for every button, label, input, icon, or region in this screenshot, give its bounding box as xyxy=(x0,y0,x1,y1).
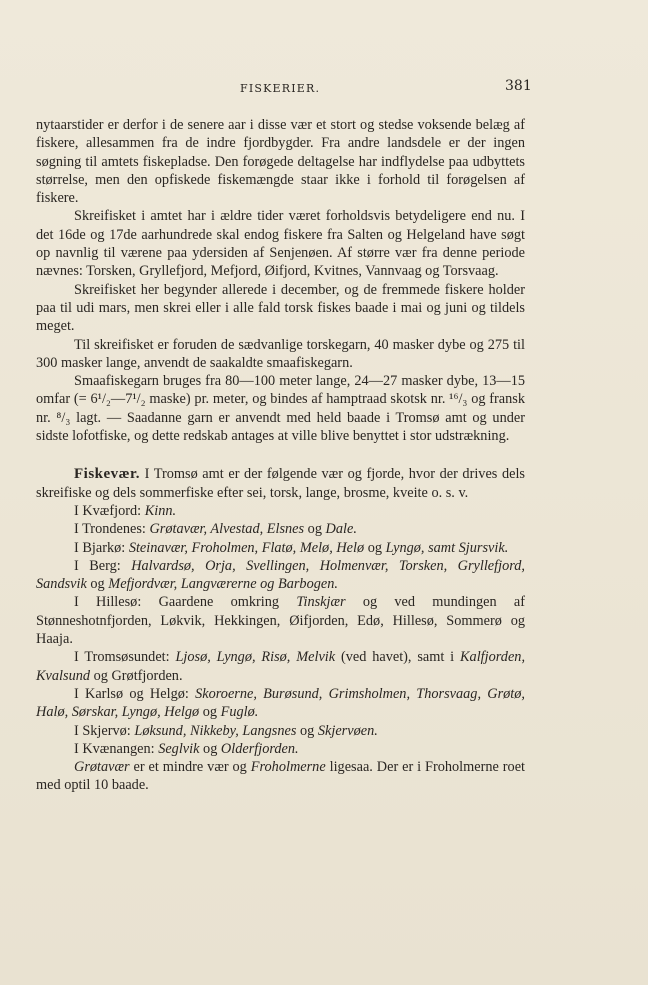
list-item: I Berg: Halvardsø, Orja, Svellingen, Holmenvær, Torsken, Gryllefjord, Sandsvik og Mefjordvær, Langværerne og Barbogen. xyxy=(36,557,526,593)
section-intro-text: I Tromsø amt er der følgende vær og fjorde, hvor der drives dels skreifiske og dels sommerfiske efter sei, torsk, lange, brosme, kveite o. s. v. xyxy=(36,466,525,501)
paragraph: Til skreifisket er foruden de sædvanlige torskegarn, 40 masker dybe og 275 til 300 masker lange, anvendt de saakaldte smaafiskegarn. xyxy=(36,336,525,371)
section-intro xyxy=(36,465,525,502)
list-item: I Tromsøsundet: Ljosø, Lyngø, Risø, Melvik (ved havet), samt i Kalfjorden, Kvalsund og Grøtfjorden. xyxy=(36,649,526,684)
list-item: I Kvæfjord: Kinn. xyxy=(74,502,177,519)
list-item: I Karlsø og Helgø: Skoroerne, Burøsund, Grimsholmen, Thorsvaag, Grøtø, Halø, Sørskar, Lyngø, Helgø og Fuglø. xyxy=(36,685,526,721)
paragraph: nytaarstider er derfor i de senere aar i disse vær et stort og stedse voksende belæg af fiskere, allesammen fra de indre fjordbygder. Fra andre landsdele er der ingen søgning til amtets fiskepladse. Den forøgede deltagelse har indflydelse paa udbyttets størrelse, men den opfiskede fiskemængde staar ikke i forhold til forøgelsen af fiskere. xyxy=(36,117,525,207)
running-title: FISKERIER. xyxy=(240,82,321,95)
page-header xyxy=(0,78,648,98)
list-item: I Bjarkø: Steinavær, Froholmen, Flatø, Melø, Helø og Lyngø, samt Sjursvik. xyxy=(74,539,509,556)
page-body xyxy=(36,116,525,795)
list-item: I Trondenes: Grøtavær, Alvestad, Elsnes og Dale. xyxy=(74,521,357,538)
paragraph: Smaafiskegarn bruges fra 80—100 meter lange, 24—27 masker dybe, 13—15 omfar (= 6¹/₂—7¹/₂ maske) pr. meter, og bindes af hamptraad skotsk nr. ¹⁶/₃ og fransk nr. ⁸/₃ lagt. — Saadanne garn er anvendt med held baade i Tromsø amt og under sidste lofotfiske, og dette redskab antages at ville blive benyttet i stor udstrækning. xyxy=(36,373,525,445)
closing-paragraph: Grøtavær er et mindre vær og Froholmerne ligesaa. Der er i Froholmerne roet med optil 10 baade. xyxy=(36,759,526,794)
list-item: I Hillesø: Gaardene omkring Tinskjær og ved mundingen af Stønneshotnfjorden, Løkvik, Hekkingen, Øifjorden, Edø, Hillesø, Sommerø og Haaja. xyxy=(36,594,525,648)
paragraph: Skreifisket her begynder allerede i december, og de fremmede fiskere holder paa til udi mars, men skrei eller i alle fald torsk fiskes baade i mai og juni og tildels meget. xyxy=(36,281,525,335)
section-heading: Fiskevær. xyxy=(74,466,141,483)
page-number: 381 xyxy=(505,78,532,94)
list-item: I Skjervø: Løksund, Nikkeby, Langsnes og Skjervøen. xyxy=(74,722,378,739)
list-item: I Kvænangen: Seglvik og Olderfjorden. xyxy=(74,740,299,757)
paragraph: Skreifisket i amtet har i ældre tider været forholdsvis betydeligere end nu. I det 16de og 17de aarhundrede skal endog fiskere fra Salten og Helgeland have søgt op navnlig til værene paa ydersiden af Senjenøen. Af større vær fra denne periode nævnes: Torsken, Gryllefjord, Mefjord, Øifjord, Kvitnes, Vannvaag og Torsvaag. xyxy=(36,208,525,280)
